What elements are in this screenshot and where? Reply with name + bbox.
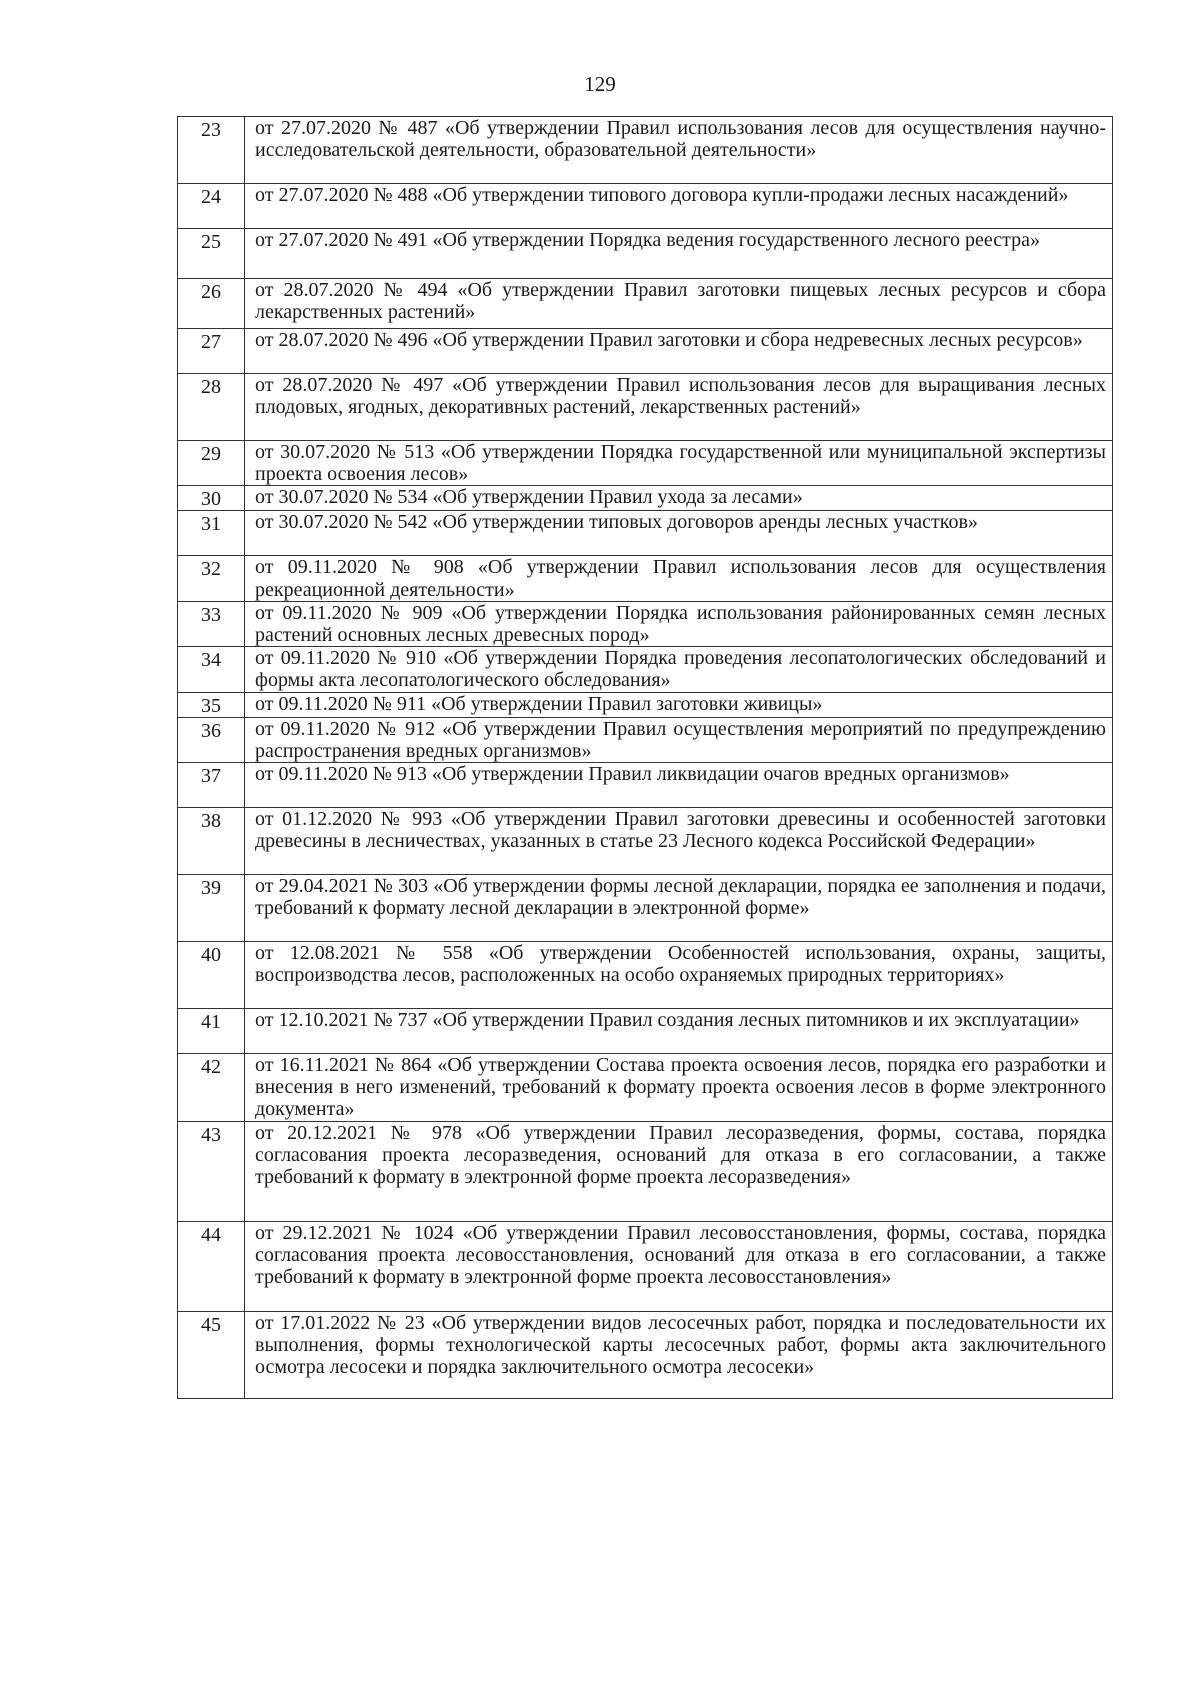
row-text-cell — [245, 1311, 1113, 1398]
row-text-cell — [245, 692, 1113, 717]
row-number-cell — [178, 763, 245, 808]
row-text: от 28.07.2020 № 497 «Об утверждении Правил использования лесов для выращивания лесных плодовых, ягодных, декоративных растений, лекарственных растений» — [255, 374, 1106, 419]
row-number: 38 — [201, 810, 221, 833]
row-text: от 16.11.2021 № 864 «Об утверждении Состава проекта освоения лесов, порядка его разработки и внесения в него изменений, требований к формату проекта освоения лесов в форме электронного документа» — [255, 1054, 1106, 1121]
row-number-cell — [178, 279, 245, 329]
table-row — [178, 1221, 1113, 1311]
row-number-cell — [178, 942, 245, 1009]
table-row — [178, 647, 1113, 692]
row-text-cell — [245, 229, 1113, 279]
row-number: 43 — [201, 1123, 221, 1146]
row-text-cell — [245, 601, 1113, 646]
row-text-cell — [245, 441, 1113, 486]
row-number: 40 — [201, 944, 221, 967]
table-row — [178, 117, 1113, 184]
row-text-cell — [245, 374, 1113, 441]
table-row — [178, 556, 1113, 601]
row-number: 27 — [201, 331, 221, 353]
row-number-cell — [178, 556, 245, 601]
table-row — [178, 511, 1113, 556]
row-number: 35 — [201, 694, 221, 717]
row-text-cell — [245, 117, 1113, 184]
row-text-cell — [245, 808, 1113, 875]
row-text: от 12.10.2021 № 737 «Об утверждении Правил создания лесных питомников и их эксплуатации» — [255, 1009, 1080, 1032]
row-text: от 30.07.2020 № 534 «Об утверждении Правил ухода за лесами» — [255, 486, 803, 509]
row-number: 45 — [201, 1313, 221, 1336]
table-row — [178, 1121, 1113, 1221]
row-number: 29 — [201, 443, 221, 465]
row-text: от 27.07.2020 № 491 «Об утверждении Порядка ведения государственного лесного реестра» — [255, 229, 1040, 251]
row-number: 28 — [201, 376, 221, 398]
row-number-cell — [178, 486, 245, 511]
row-text: от 09.11.2020 № 911 «Об утверждении Правил заготовки живицы» — [255, 692, 823, 715]
row-number: 37 — [201, 765, 221, 788]
row-number: 30 — [201, 488, 221, 511]
table-row — [178, 601, 1113, 646]
row-number: 42 — [201, 1056, 221, 1079]
row-number-cell — [178, 1311, 245, 1398]
row-number: 25 — [201, 231, 221, 253]
row-text-cell — [245, 1054, 1113, 1122]
row-text: от 28.07.2020 № 496 «Об утверждении Правил заготовки и сбора недревесных лесных ресурсов» — [255, 329, 1083, 351]
row-text: от 27.07.2020 № 487 «Об утверждении Правил использования лесов для осуществления научно-исследовательской деятельности, образовательной деятельности» — [255, 117, 1106, 162]
row-number-cell — [178, 511, 245, 556]
row-text-cell — [245, 717, 1113, 762]
row-number: 44 — [201, 1223, 221, 1246]
row-number-cell — [178, 374, 245, 441]
table-row — [178, 763, 1113, 808]
row-text: от 27.07.2020 № 488 «Об утверждении типового договора купли-продажи лесных насаждений» — [255, 184, 1069, 206]
row-number: 26 — [201, 281, 221, 303]
row-text: от 29.04.2021 № 303 «Об утверждении формы лесной декларации, порядка ее заполнения и подачи, требований к формату лесной декларации в электронной форме» — [255, 875, 1106, 920]
row-text-cell — [245, 511, 1113, 556]
row-text-cell — [245, 875, 1113, 942]
row-text: от 09.11.2020 № 910 «Об утверждении Порядка проведения лесопатологических обследований и формы акта лесопатологического обследования» — [255, 647, 1106, 692]
row-number-cell — [178, 601, 245, 646]
row-number-cell — [178, 117, 245, 184]
row-text-cell — [245, 763, 1113, 808]
row-text-cell — [245, 556, 1113, 601]
table-row — [178, 184, 1113, 229]
row-number-cell — [178, 1121, 245, 1221]
row-number-cell — [178, 692, 245, 717]
row-text-cell — [245, 184, 1113, 229]
row-number: 34 — [201, 649, 221, 672]
row-text-cell — [245, 942, 1113, 1009]
row-text: от 09.11.2020 № 913 «Об утверждении Правил ликвидации очагов вредных организмов» — [255, 763, 1010, 786]
row-text-cell — [245, 486, 1113, 511]
row-text: от 09.11.2020 № 912 «Об утверждении Правил осуществления мероприятий по предупреждению распространения вредных организмов» — [255, 717, 1106, 762]
row-number-cell — [178, 875, 245, 942]
row-number-cell — [178, 184, 245, 229]
row-number-cell — [178, 808, 245, 875]
row-text: от 09.11.2020 № 908 «Об утверждении Правил использования лесов для осуществления рекреационной деятельности» — [255, 556, 1106, 601]
row-text: от 17.01.2022 № 23 «Об утверждении видов лесосечных работ, порядка и последовательности их выполнения, формы технологической карты лесосечных работ, формы акта заключительного осмотра лесосеки и порядка заключительного осмотра лесосеки» — [255, 1311, 1106, 1379]
row-number-cell — [178, 647, 245, 692]
table-row — [178, 229, 1113, 279]
row-text: от 30.07.2020 № 542 «Об утверждении типовых договоров аренды лесных участков» — [255, 511, 978, 534]
row-text: от 20.12.2021 № 978 «Об утверждении Правил лесоразведения, формы, состава, порядка согласования проекта лесоразведения, оснований для отказа в его согласовании, а также требований к формату в электронной форме проекта лесоразведения» — [255, 1121, 1106, 1189]
table-row — [178, 374, 1113, 441]
row-text-cell — [245, 1221, 1113, 1311]
row-number: 32 — [201, 558, 221, 581]
row-text: от 28.07.2020 № 494 «Об утверждении Правил заготовки пищевых лесных ресурсов и сбора лекарственных растений» — [255, 279, 1106, 324]
row-text-cell — [245, 1009, 1113, 1054]
row-text-cell — [245, 279, 1113, 329]
row-text: от 01.12.2020 № 993 «Об утверждении Правил заготовки древесины и особенностей заготовки древесины в лесничествах, указанных в статье 23 Лесного кодекса Российской Федерации» — [255, 808, 1106, 853]
row-number-cell — [178, 329, 245, 374]
row-text: от 30.07.2020 № 513 «Об утверждении Порядка государственной или муниципальной экспертизы проекта освоения лесов» — [255, 441, 1106, 486]
row-number: 31 — [201, 513, 221, 536]
row-text: от 29.12.2021 № 1024 «Об утверждении Правил лесовосстановления, формы, состава, порядка согласования проекта лесовосстановления, оснований для отказа в его согласовании, а также требований к формату в электронной форме проекта лесовосстановления» — [255, 1221, 1106, 1289]
page-number: 129 — [584, 72, 616, 96]
row-text: от 09.11.2020 № 909 «Об утверждении Порядка использования районированных семян лесных растений основных лесных древесных пород» — [255, 601, 1106, 647]
row-number: 24 — [201, 186, 221, 208]
row-number-cell — [178, 717, 245, 762]
document-table — [177, 116, 1113, 1399]
row-text-cell — [245, 1121, 1113, 1221]
table-row — [178, 808, 1113, 875]
row-text: от 12.08.2021 № 558 «Об утверждении Особенностей использования, охраны, защиты, воспроизводства лесов, расположенных на особо охраняемых природных территориях» — [255, 942, 1106, 987]
row-number-cell — [178, 229, 245, 279]
row-number: 23 — [201, 119, 221, 141]
table-body — [178, 117, 1113, 1399]
row-number: 36 — [201, 719, 221, 742]
row-text-cell — [245, 329, 1113, 374]
table-row — [178, 486, 1113, 511]
table-row — [178, 1009, 1113, 1054]
table-row — [178, 692, 1113, 717]
row-number: 33 — [201, 603, 221, 626]
table-row — [178, 1311, 1113, 1398]
row-number-cell — [178, 441, 245, 486]
table-row — [178, 279, 1113, 329]
row-text-cell — [245, 647, 1113, 692]
table-row — [178, 329, 1113, 374]
row-number: 41 — [201, 1011, 221, 1034]
table-row — [178, 942, 1113, 1009]
table-row — [178, 1054, 1113, 1122]
row-number: 39 — [201, 877, 221, 900]
table-row — [178, 441, 1113, 486]
table-row — [178, 875, 1113, 942]
row-number-cell — [178, 1054, 245, 1122]
row-number-cell — [178, 1009, 245, 1054]
row-number-cell — [178, 1221, 245, 1311]
table-row — [178, 717, 1113, 762]
